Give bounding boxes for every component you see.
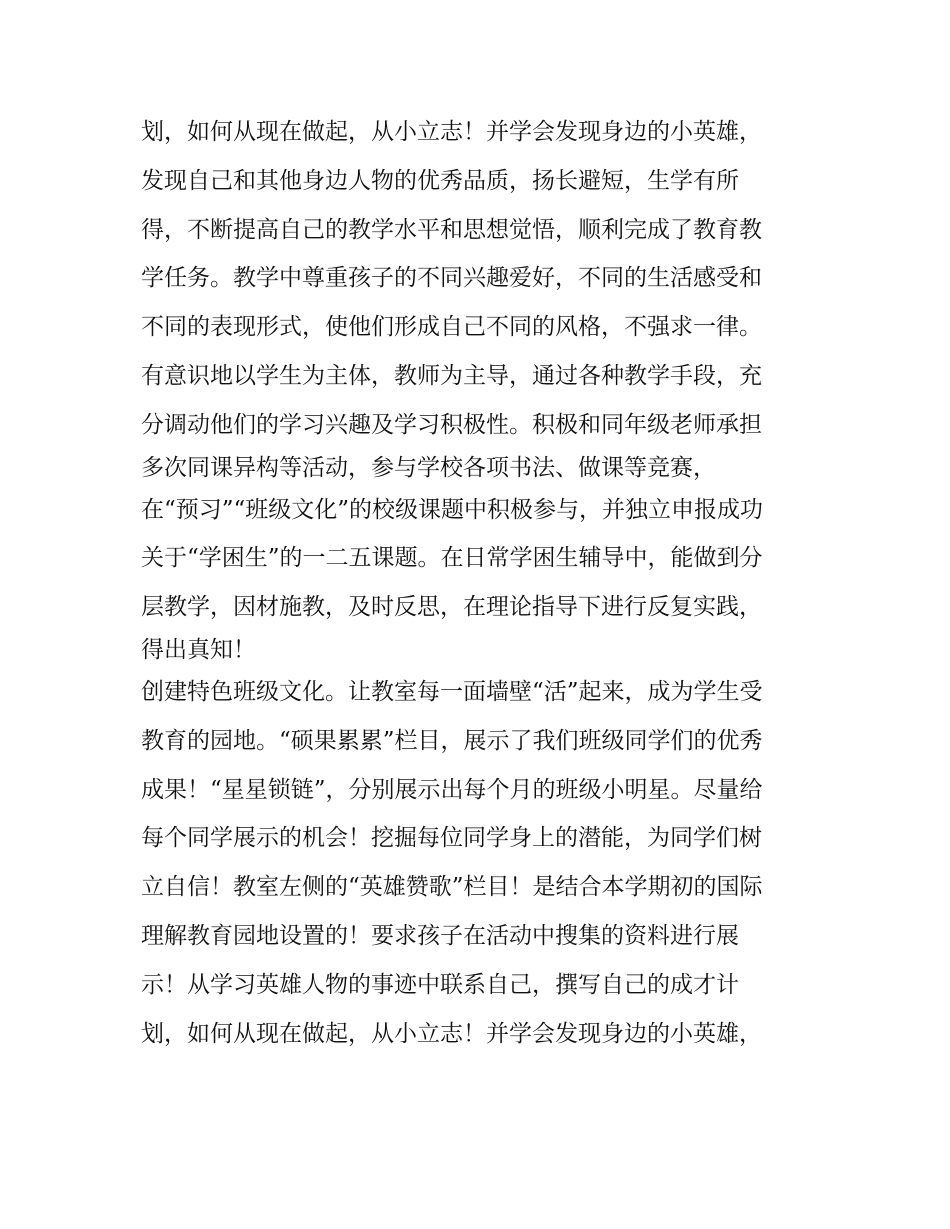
body-text — [141, 108, 821, 1058]
text-line-8: 多次同课异构等活动，参与学校各项书法、做课等竞赛， — [141, 454, 716, 481]
text-line-3: 得，不断提高自己的教学水平和思想觉悟，顺利完成了教育教 — [141, 216, 762, 243]
text-line-14: 教育的园地。“硕果累累”栏目，展示了我们班级同学们的优秀 — [141, 727, 763, 754]
text-line-1: 划，如何从现在做起，从小立志！并学会发现身边的小英雄， — [141, 119, 762, 145]
text-line-19: 示！从学习英雄人物的事迹中联系自己，撰写自己的成才计 — [141, 971, 739, 998]
text-line-16: 每个同学展示的机会！挖掘每位同学身上的潜能，为同学们树 — [141, 825, 762, 852]
text-line-4: 学任务。教学中尊重孩子的不同兴趣爱好，不同的生活感受和 — [141, 265, 762, 292]
text-line-5: 不同的表现形式，使他们形成自己不同的风格，不强求一律。 — [141, 314, 762, 341]
text-line-2: 发现自己和其他身边人物的优秀品质，扬长避短，生学有所 — [141, 167, 739, 194]
text-line-15: 成果！“星星锁链”，分别展示出每个月的班级小明星。尽量给 — [141, 776, 763, 803]
text-line-18: 理解教育园地设置的！要求孩子在活动中搜集的资料进行展 — [141, 922, 739, 949]
text-line-9: 在“预习”“班级文化”的校级课题中积极参与，并独立申报成功 — [141, 496, 764, 523]
text-line-17: 立自信！教室左侧的“英雄赞歌”栏目！是结合本学期初的国际 — [141, 874, 763, 901]
text-line-20: 划，如何从现在做起，从小立志！并学会发现身边的小英雄， — [141, 1020, 762, 1047]
text-line-10: 关于“学困生”的一二五课题。在日常学困生辅导中，能做到分 — [141, 545, 763, 572]
text-line-7: 分调动他们的学习兴趣及学习积极性。积极和同年级老师承担 — [141, 411, 762, 438]
text-line-6: 有意识地以学生为主体，教师为主导，通过各种教学手段，充 — [141, 362, 762, 389]
text-line-13: 创建特色班级文化。让教室每一面墙壁“活”起来，成为学生受 — [141, 678, 763, 705]
text-line-12: 得出真知！ — [141, 636, 256, 663]
text-line-11: 层教学，因材施教，及时反思，在理论指导下进行反复实践， — [141, 594, 762, 621]
